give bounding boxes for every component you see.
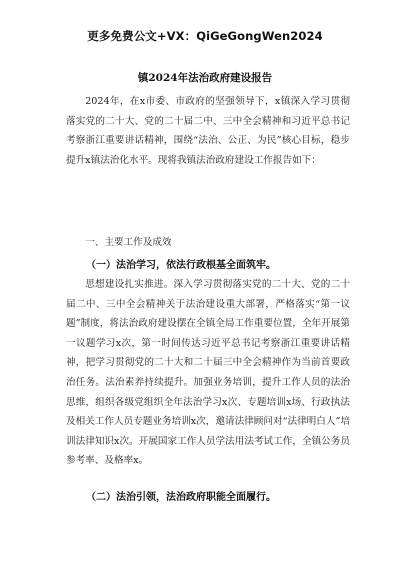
- legal-study-paragraph: 思想建设扎实推进。深入学习贯彻落实党的二十大、党的二十届二中、三中全会精神关于法治建设重大部署，严格落实“第一议题”制度，将法治政府建设摆在全镇全局工作重要位置，全年开展第一议题学习x次，第一时间传达习近平总书记考察浙江重要讲话精神，把学习贯彻党的二十大和二十届三中全会精神作为当前首要政治任务。法治素养持续提升。加强业务培训，提升工作人员的法治思维，组织各级党组织全年法治学习x次、专题培训x场、行政执法及相关工作人员专题业务培训x次，邀请法律顾问对“法律明白人”培训法律知识x次。开展国家工作人员学法用法考试工作，全镇公务员参考率、及格率x。: [66, 279, 350, 467]
- intro-block: [66, 92, 350, 170]
- legal-study-block: [66, 275, 350, 471]
- subsection-heading-legal-study: （一）法治学习，依法行政根基全面筑牢。: [86, 260, 276, 271]
- watermark-header: 更多免费公文+VX：QiGeGongWen2024: [87, 29, 323, 43]
- subsection-heading-legal-guidance: （二）法治引领，法治政府职能全面履行。: [86, 492, 276, 503]
- intro-paragraph: 2024年，在x市委、市政府的坚强领导下，x镇深入学习贯彻落实党的二十大、党的二十届二中、三中全会精神和习近平总书记考察浙江重要讲话精神，围绕“法治、公正、为民”核心目标，稳步提升x镇法治化水平。现将我镇法治政府建设工作报告如下：: [66, 96, 350, 166]
- document-title: 镇2024年法治政府建设报告: [137, 72, 273, 84]
- section-heading-main-work: 一、主要工作及成效: [85, 237, 172, 248]
